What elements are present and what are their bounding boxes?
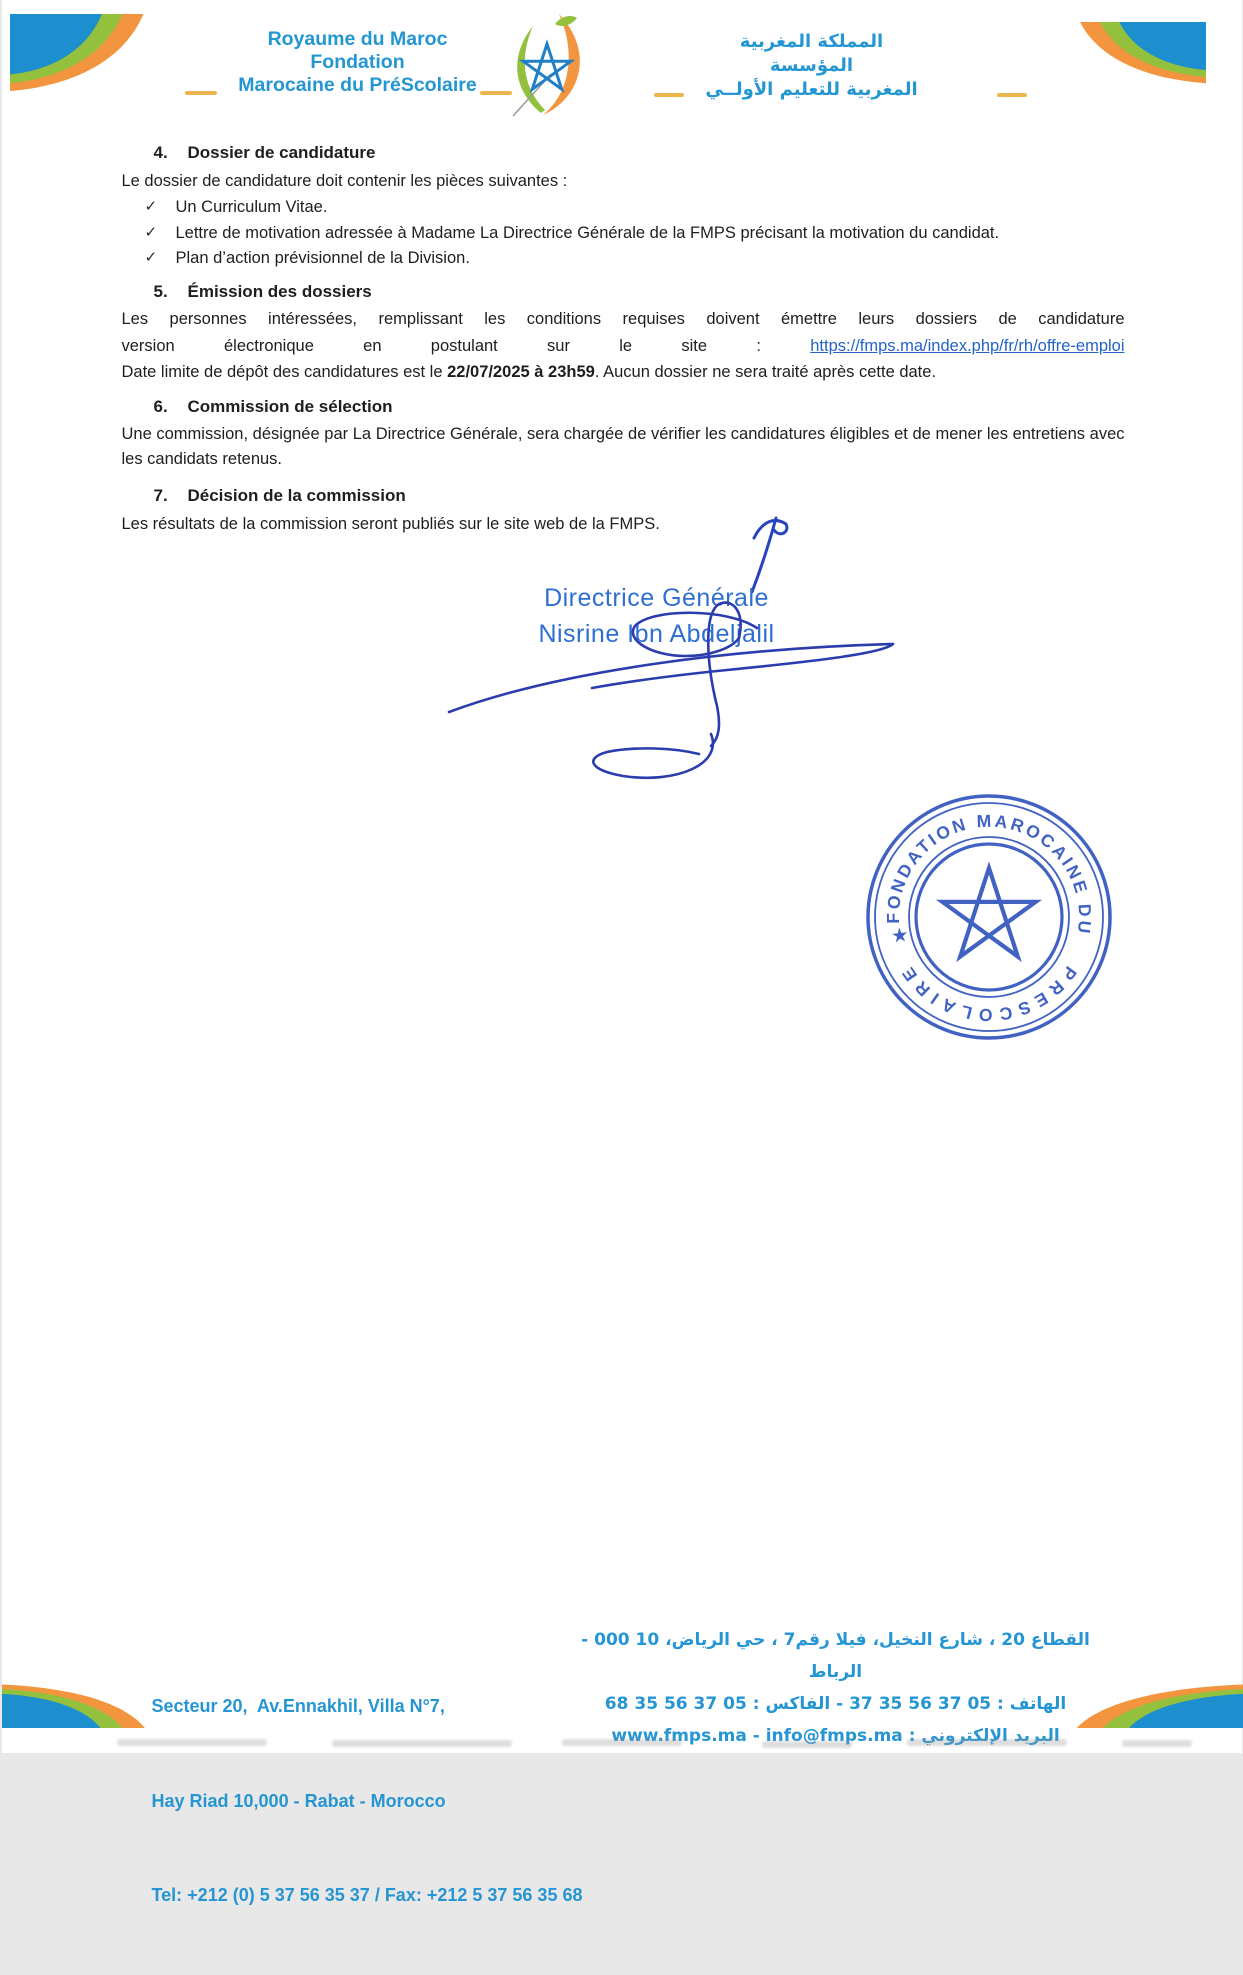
deadline-suffix: . Aucun dossier ne sera traité après cette date.	[595, 363, 936, 381]
section-4-number: 4.	[154, 141, 188, 166]
footer-fr-line3: Tel: +212 (0) 5 37 56 35 37 / Fax: +212 5 37 56 35 68	[152, 1880, 583, 1912]
deadline-prefix: Date limite de dépôt des candidatures est le	[122, 363, 448, 381]
header-dash-ar-left	[654, 93, 684, 97]
section-5-line2-text: version électronique en postulant sur le site :	[122, 337, 761, 355]
corner-swoosh-top-left-icon	[10, 14, 152, 92]
header-ar-line2: المؤسسة	[632, 54, 992, 78]
section-7-title: Décision de la commission	[188, 484, 406, 509]
check-icon: ✓	[145, 246, 176, 271]
scan-artifact	[117, 1739, 267, 1746]
scan-artifact	[762, 1741, 852, 1748]
corner-swoosh-top-right-icon	[1072, 22, 1206, 84]
section-5-heading	[122, 280, 1125, 305]
section-4-title: Dossier de candidature	[188, 141, 376, 166]
check-icon: ✓	[145, 221, 176, 246]
section-7-number: 7.	[154, 484, 188, 509]
list-item-text: Plan d’action prévisionnel de la Division.	[176, 246, 1125, 271]
signatory-name: Nisrine Ibn Abdeljalil	[457, 620, 857, 649]
footer-ar-line1: القطاع 20 ، شارع النخيل، فيلا رقم7 ، حي الرياض، 10 000 - الرباط	[557, 1624, 1115, 1688]
section-7-paragraph: Les résultats de la commission seront publiés sur le site web de la FMPS.	[122, 512, 1125, 537]
header-title-french	[198, 28, 518, 97]
fmps-logo-star-icon	[499, 10, 595, 118]
header-dash-fr-left	[185, 91, 217, 95]
application-site-link[interactable]: https://fmps.ma/index.php/fr/rh/offre-emploi	[810, 337, 1124, 355]
header-fr-line2: Fondation	[198, 51, 518, 74]
document-body	[122, 141, 1125, 538]
list-item	[122, 246, 1125, 271]
section-6-number: 6.	[154, 395, 188, 420]
footer-address-french	[152, 1628, 583, 1975]
section-7-heading	[122, 484, 1125, 509]
official-round-stamp	[863, 791, 1115, 1043]
section-5-number: 5.	[154, 280, 188, 305]
section-4-intro: Le dossier de candidature doit contenir les pièces suivantes :	[122, 169, 1125, 194]
handwritten-signature-icon	[427, 556, 917, 781]
stamp-star-separator: ★	[888, 925, 910, 945]
section-6-paragraph: Une commission, désignée par La Directrice Générale, sera chargée de vérifier les candidatures éligibles et de mener les entretiens avec les candidats retenus.	[122, 422, 1125, 471]
header-fr-line1: Royaume du Maroc	[198, 28, 518, 51]
corner-swoosh-bottom-left-icon	[2, 1684, 154, 1728]
deadline-date: 22/07/2025 à 23h59	[447, 363, 595, 381]
document-page	[2, 0, 1242, 1753]
header-title-arabic	[632, 30, 992, 102]
list-item-text: Lettre de motivation adressée à Madame La Directrice Générale de la FMPS précisant la motivation du candidat.	[176, 221, 1125, 246]
footer-fr-line1: Secteur 20, Av.Ennakhil, Villa N°7,	[152, 1691, 583, 1723]
header-fr-line3: Marocaine du PréScolaire	[198, 74, 518, 97]
check-icon: ✓	[145, 195, 176, 220]
section-5-paragraph-line2	[122, 334, 1125, 359]
footer-ar-line2: الهاتف : 05 37 56 35 37 - الفاكس : 05 37 56 35 68	[557, 1688, 1115, 1720]
stamp-center-pentagram-icon	[942, 868, 1035, 957]
scan-artifact	[562, 1739, 682, 1746]
section-6-heading	[122, 395, 1125, 420]
list-item	[122, 221, 1125, 246]
scan-artifact	[907, 1739, 1067, 1746]
footer-ar-line3: البريد الإلكتروني : www.fmps.ma - info@fmps.ma	[557, 1720, 1115, 1752]
stamp-text-bottom: PRESCOLAIRE	[894, 959, 1080, 1025]
scan-artifact	[332, 1740, 512, 1747]
list-item-text: Un Curriculum Vitae.	[176, 195, 1125, 220]
stamp-text-top: FONDATION MAROCAINE DU	[882, 811, 1094, 938]
section-6-title: Commission de sélection	[188, 395, 393, 420]
footer-address-arabic	[557, 1624, 1115, 1752]
header-ar-line1: المملكة المغربية	[632, 30, 992, 54]
header-ar-line3: المغربية للتعليم الأولــي	[632, 78, 992, 102]
section-4-heading	[122, 141, 1125, 166]
section-5-title: Émission des dossiers	[188, 280, 372, 305]
list-item	[122, 195, 1125, 220]
deadline-line	[122, 360, 1125, 385]
header-dash-ar-right	[997, 93, 1027, 97]
scan-artifact	[1122, 1740, 1192, 1747]
section-5-paragraph-line1: Les personnes intéressées, remplissant les conditions requises doivent émettre leurs dossiers de candidature	[122, 307, 1125, 332]
signatory-title: Directrice Générale	[457, 584, 857, 613]
footer-fr-line2: Hay Riad 10,000 - Rabat - Morocco	[152, 1786, 583, 1818]
